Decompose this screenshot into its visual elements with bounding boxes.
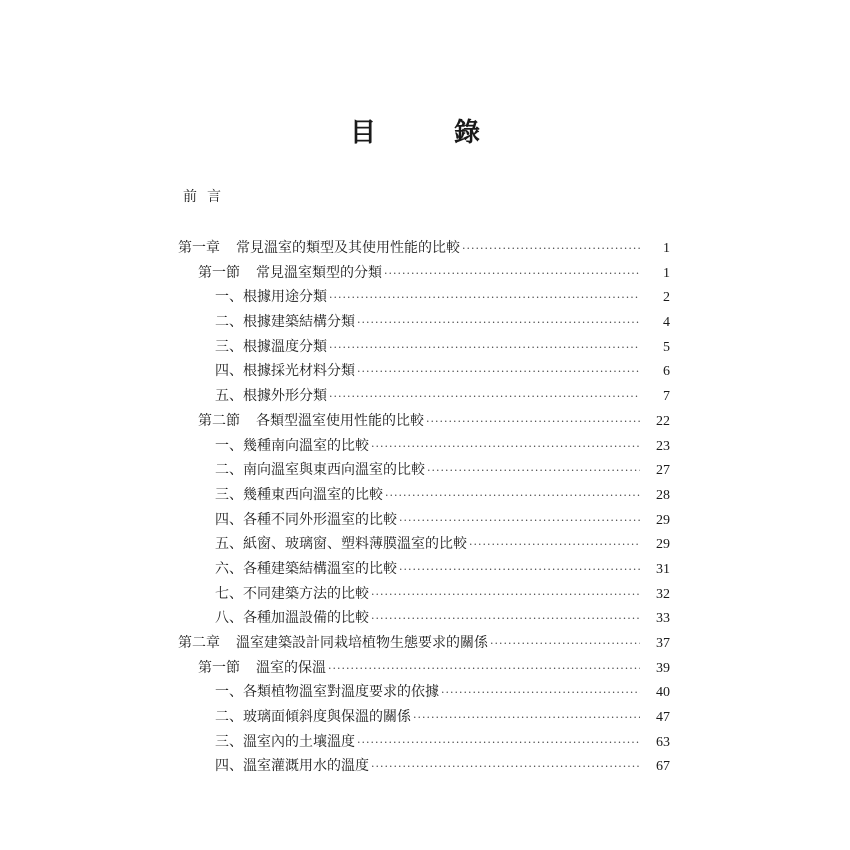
toc-page-number: 39	[656, 660, 670, 676]
toc-page-number: 32	[656, 586, 670, 602]
toc-entry-number: 二、	[215, 462, 243, 479]
title-char: 錄	[453, 118, 480, 148]
toc-entry-number: 六、	[215, 560, 243, 577]
toc-page-number: 27	[656, 463, 670, 479]
dot-leader	[329, 390, 640, 403]
title-char: 目	[350, 118, 377, 148]
toc-item	[178, 533, 670, 558]
dot-leader	[329, 341, 640, 354]
toc-entry-label	[215, 286, 327, 306]
toc-chapter	[178, 632, 670, 657]
dot-leader	[427, 464, 640, 477]
dot-leader	[399, 563, 640, 576]
toc-entry-number: 四、	[215, 511, 243, 528]
toc-page-number: 22	[656, 413, 670, 429]
toc-entry-label	[215, 435, 369, 455]
toc-item	[178, 311, 670, 336]
dot-leader	[462, 242, 640, 255]
toc-item	[178, 509, 670, 534]
toc-item	[178, 558, 670, 583]
toc-entry-number: 八、	[215, 610, 243, 627]
toc-item	[178, 360, 670, 385]
toc-entry-title: 幾種東西向溫室的比較	[243, 486, 383, 503]
dot-leader	[328, 662, 640, 675]
toc-page-number: 23	[656, 438, 670, 454]
toc-entry-title: 南向溫室與東西向溫室的比較	[243, 462, 425, 479]
preface-heading: 前言	[183, 189, 231, 205]
dot-leader	[357, 316, 640, 329]
toc-chapter	[178, 237, 670, 262]
toc-entry-number: 一、	[215, 437, 243, 454]
toc-entry-title: 根據採光材料分類	[243, 363, 355, 380]
toc-entry-label	[215, 731, 355, 751]
toc-entry-number: 二、	[215, 314, 243, 331]
toc-entry-title: 各種不同外形溫室的比較	[243, 511, 397, 528]
toc-entry-title: 根據用途分類	[243, 289, 327, 306]
dot-leader	[426, 415, 640, 428]
dot-leader	[371, 440, 640, 453]
toc-entry-title: 幾種南向溫室的比較	[243, 437, 369, 454]
toc-entry-number: 第一節	[198, 659, 240, 676]
toc-entry-number: 第二章	[178, 635, 220, 651]
toc-entry-label	[215, 509, 397, 529]
toc-entry-label	[215, 755, 369, 775]
toc-entry-number: 三、	[215, 733, 243, 750]
toc-item	[178, 459, 670, 484]
dot-leader	[357, 736, 640, 749]
toc-entry-title: 玻璃面傾斜度與保溫的關係	[243, 709, 411, 726]
toc-entry-label	[215, 583, 369, 603]
toc-page-number: 31	[656, 561, 670, 577]
toc-item	[178, 681, 670, 706]
toc-entry-label	[178, 632, 488, 652]
toc-page-number: 6	[663, 364, 670, 380]
toc-entry-number: 五、	[215, 536, 243, 553]
toc-item	[178, 484, 670, 509]
toc-entry-label	[198, 410, 424, 430]
toc-page-number: 63	[656, 734, 670, 750]
toc-entry-label	[215, 706, 411, 726]
toc-entry-label	[215, 558, 397, 578]
toc-page-number: 2	[663, 290, 670, 306]
toc-page-number: 1	[663, 241, 670, 256]
toc-entry-title: 常見溫室類型的分類	[256, 264, 382, 281]
dot-leader	[371, 760, 640, 773]
toc-item	[178, 583, 670, 608]
toc-page-number: 29	[656, 537, 670, 553]
toc-entry-title: 各種建築結構溫室的比較	[243, 560, 397, 577]
toc-entry-title: 紙窗、玻璃窗、塑料薄膜溫室的比較	[243, 536, 467, 553]
dot-leader	[384, 267, 640, 280]
toc-entry-number: 第一節	[198, 264, 240, 281]
toc-page-number: 67	[656, 759, 670, 775]
toc-page-number: 37	[656, 636, 670, 651]
toc-entry-title: 各種加溫設備的比較	[243, 610, 369, 627]
dot-leader	[385, 489, 640, 502]
toc-entry-number: 一、	[215, 289, 243, 306]
toc-entry-number: 三、	[215, 338, 243, 355]
toc-item	[178, 706, 670, 731]
toc-item	[178, 435, 670, 460]
toc-entry-title: 各類植物溫室對溫度要求的依據	[243, 684, 439, 701]
toc-entry-label	[215, 385, 327, 405]
toc-entry-label	[198, 657, 326, 677]
toc-entry-number: 第二節	[198, 412, 240, 429]
table-of-contents	[178, 237, 670, 780]
toc-section	[178, 410, 670, 435]
toc-entry-title: 溫室內的土壤溫度	[243, 733, 355, 750]
toc-page-number: 5	[663, 339, 670, 355]
dot-leader	[357, 365, 640, 378]
toc-entry-label	[215, 459, 425, 479]
toc-item	[178, 607, 670, 632]
dot-leader	[441, 686, 640, 699]
toc-entry-label	[215, 311, 355, 331]
toc-entry-label	[215, 336, 327, 356]
toc-item	[178, 755, 670, 780]
toc-page-number: 28	[656, 487, 670, 503]
dot-leader	[371, 612, 640, 625]
toc-entry-number: 七、	[215, 585, 243, 602]
toc-entry-number: 五、	[215, 388, 243, 405]
toc-entry-number: 第一章	[178, 240, 220, 256]
toc-entry-label	[198, 262, 382, 282]
toc-page-number: 29	[656, 512, 670, 528]
toc-entry-number: 一、	[215, 684, 243, 701]
toc-entry-label	[215, 360, 355, 380]
toc-entry-label	[215, 533, 467, 553]
toc-page-number: 33	[656, 611, 670, 627]
toc-entry-title: 各類型溫室使用性能的比較	[256, 412, 424, 429]
toc-entry-number: 二、	[215, 709, 243, 726]
dot-leader	[469, 538, 640, 551]
toc-entry-label	[178, 237, 460, 257]
page-title	[350, 112, 480, 149]
toc-section	[178, 657, 670, 682]
toc-entry-title: 溫室灌溉用水的溫度	[243, 758, 369, 775]
toc-item	[178, 731, 670, 756]
toc-entry-title: 溫室建築設計同栽培植物生態要求的關係	[236, 635, 488, 651]
toc-entry-label	[215, 681, 439, 701]
toc-page-number: 47	[656, 710, 670, 726]
dot-leader	[413, 711, 640, 724]
toc-page-number: 1	[663, 265, 670, 281]
toc-entry-number: 四、	[215, 758, 243, 775]
toc-item	[178, 336, 670, 361]
toc-entry-label	[215, 607, 369, 627]
toc-page-number: 7	[663, 389, 670, 405]
dot-leader	[329, 291, 640, 304]
toc-page-number: 4	[663, 315, 670, 331]
toc-entry-title: 根據外形分類	[243, 388, 327, 405]
toc-entry-title: 根據建築結構分類	[243, 314, 355, 331]
dot-leader	[399, 514, 640, 527]
dot-leader	[371, 588, 640, 601]
toc-entry-number: 三、	[215, 486, 243, 503]
toc-entry-title: 溫室的保溫	[256, 659, 326, 676]
toc-entry-title: 根據溫度分類	[243, 338, 327, 355]
toc-item	[178, 385, 670, 410]
dot-leader	[490, 637, 640, 650]
toc-entry-number: 四、	[215, 363, 243, 380]
toc-section	[178, 262, 670, 287]
toc-page-number: 40	[656, 685, 670, 701]
toc-entry-label	[215, 484, 383, 504]
toc-entry-title: 不同建築方法的比較	[243, 585, 369, 602]
toc-entry-title: 常見溫室的類型及其使用性能的比較	[236, 240, 460, 256]
toc-item	[178, 286, 670, 311]
